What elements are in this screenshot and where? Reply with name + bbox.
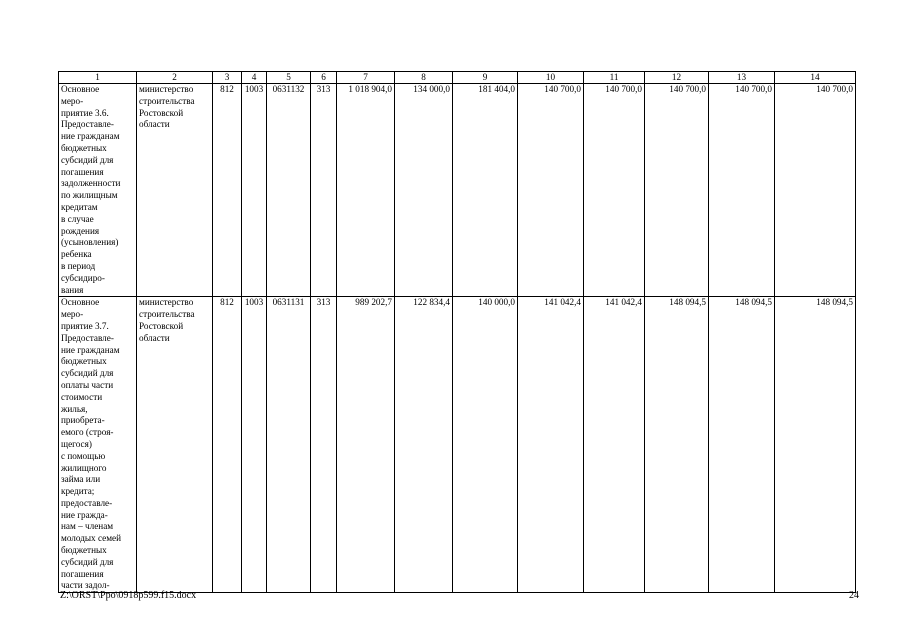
- value-cell-col-9: 181 404,0: [453, 84, 518, 297]
- activity-title-cell: [59, 84, 137, 297]
- executor-line: министерство: [139, 84, 194, 94]
- activity-title-line: Предоставле-: [61, 119, 114, 130]
- table-row: [59, 297, 856, 593]
- activity-title-line: приятие 3.6.: [61, 107, 109, 118]
- activity-title-line: рождения: [61, 225, 100, 236]
- activity-title-line: погашения: [61, 568, 104, 579]
- value-cell-col-5: 0631132: [267, 84, 311, 297]
- activity-title-line: приобрета-: [61, 415, 105, 426]
- activity-title-line: Основное: [61, 84, 100, 94]
- footer-page-number: 24: [849, 590, 859, 601]
- value-cell-col-11: 140 700,0: [584, 84, 645, 297]
- activity-title-line: емого (строя-: [61, 427, 114, 438]
- value-cell-col-13: 148 094,5: [709, 297, 775, 593]
- activity-title-line: Основное: [61, 297, 100, 308]
- activity-title-line: стоимости: [61, 391, 103, 402]
- activity-title-line: бюджетных: [61, 356, 107, 367]
- column-header-9: 9: [453, 72, 518, 84]
- activity-title-line: Предоставле-: [61, 332, 114, 343]
- activity-title-line: бюджетных: [61, 545, 107, 556]
- value-cell-col-14: 140 700,0: [775, 84, 856, 297]
- activity-title-line: займа или: [61, 474, 101, 485]
- column-header-3: 3: [213, 72, 242, 84]
- activity-title-line: приятие 3.7.: [61, 320, 109, 331]
- activity-title-line: ребенка: [61, 249, 92, 260]
- column-header-7: 7: [337, 72, 395, 84]
- activity-title-line: с помощью: [61, 450, 106, 461]
- value-cell-col-6: 313: [311, 84, 337, 297]
- activity-title-line: ние гражданам: [61, 344, 120, 355]
- value-cell-col-7: 989 202,7: [337, 297, 395, 593]
- activity-title-line: в период: [61, 260, 96, 271]
- activity-title-line: кредитам: [61, 201, 98, 212]
- header-row: [59, 72, 856, 84]
- executor-line: области: [139, 119, 170, 130]
- value-cell-col-12: 148 094,5: [645, 297, 709, 593]
- activity-title-line: жилья,: [61, 403, 88, 414]
- column-header-8: 8: [395, 72, 453, 84]
- activity-title-line: субсидиро-: [61, 272, 105, 283]
- footer-file-path: Z:\ORST\Ppo\0918p599.f15.docx: [60, 590, 197, 601]
- value-cell-col-12: 140 700,0: [645, 84, 709, 297]
- activity-title-line: кредита;: [61, 486, 95, 497]
- activity-title-line: молодых семей: [61, 533, 122, 544]
- column-header-4: 4: [242, 72, 267, 84]
- column-header-11: 11: [584, 72, 645, 84]
- executor-line: области: [139, 332, 170, 343]
- activity-title-line: меро-: [61, 95, 84, 106]
- column-header-13: 13: [709, 72, 775, 84]
- value-cell-col-11: 141 042,4: [584, 297, 645, 593]
- value-cell-col-5: 0631131: [267, 297, 311, 593]
- activity-title-line: предоставле-: [61, 497, 113, 508]
- value-cell-col-3: 812: [213, 297, 242, 593]
- executor-line: Ростовской: [139, 320, 184, 331]
- value-cell-col-8: 122 834,4: [395, 297, 453, 593]
- activity-title-line: оплаты части: [61, 379, 114, 390]
- executor-cell: [137, 297, 213, 593]
- activity-title-line: части задол-: [61, 580, 110, 591]
- activity-title-line: субсидий для: [61, 556, 114, 567]
- activity-title-line: погашения: [61, 166, 104, 177]
- activity-title-line: бюджетных: [61, 142, 107, 153]
- value-cell-col-8: 134 000,0: [395, 84, 453, 297]
- activity-title-line: по жилищным: [61, 190, 118, 201]
- column-header-6: 6: [311, 72, 337, 84]
- column-header-10: 10: [518, 72, 584, 84]
- activity-title-line: нам – членам: [61, 521, 114, 532]
- value-cell-col-4: 1003: [242, 84, 267, 297]
- value-cell-col-6: 313: [311, 297, 337, 593]
- value-cell-col-9: 140 000,0: [453, 297, 518, 593]
- table-body: [59, 84, 856, 593]
- value-cell-col-3: 812: [213, 84, 242, 297]
- activity-title-line: щегося): [61, 438, 92, 449]
- executor-line: строительства: [139, 95, 195, 106]
- executor-cell: [137, 84, 213, 297]
- table-row: [59, 84, 856, 297]
- column-header-14: 14: [775, 72, 856, 84]
- value-cell-col-7: 1 018 904,0: [337, 84, 395, 297]
- executor-line: министерство: [139, 297, 194, 308]
- activity-title-line: субсидий для: [61, 368, 114, 379]
- executor-line: строительства: [139, 309, 195, 320]
- activity-title-line: задолженности: [61, 178, 121, 189]
- value-cell-col-4: 1003: [242, 297, 267, 593]
- activity-title-line: в случае: [61, 213, 94, 224]
- value-cell-col-13: 140 700,0: [709, 84, 775, 297]
- activity-title-line: ние гражда-: [61, 509, 108, 520]
- activity-title-line: меро-: [61, 309, 84, 320]
- activity-title-line: (усыновления): [61, 237, 119, 248]
- activity-title-line: жилищного: [61, 462, 107, 473]
- activity-title-line: ние гражданам: [61, 131, 120, 142]
- column-header-2: 2: [137, 72, 213, 84]
- value-cell-col-10: 141 042,4: [518, 297, 584, 593]
- activity-title-cell: [59, 297, 137, 593]
- value-cell-col-10: 140 700,0: [518, 84, 584, 297]
- column-header-5: 5: [267, 72, 311, 84]
- column-header-12: 12: [645, 72, 709, 84]
- executor-line: Ростовской: [139, 107, 184, 118]
- budget-table: [58, 71, 856, 593]
- activity-title-line: субсидий для: [61, 154, 114, 165]
- column-header-1: 1: [59, 72, 137, 84]
- value-cell-col-14: 148 094,5: [775, 297, 856, 593]
- activity-title-line: вания: [61, 284, 84, 295]
